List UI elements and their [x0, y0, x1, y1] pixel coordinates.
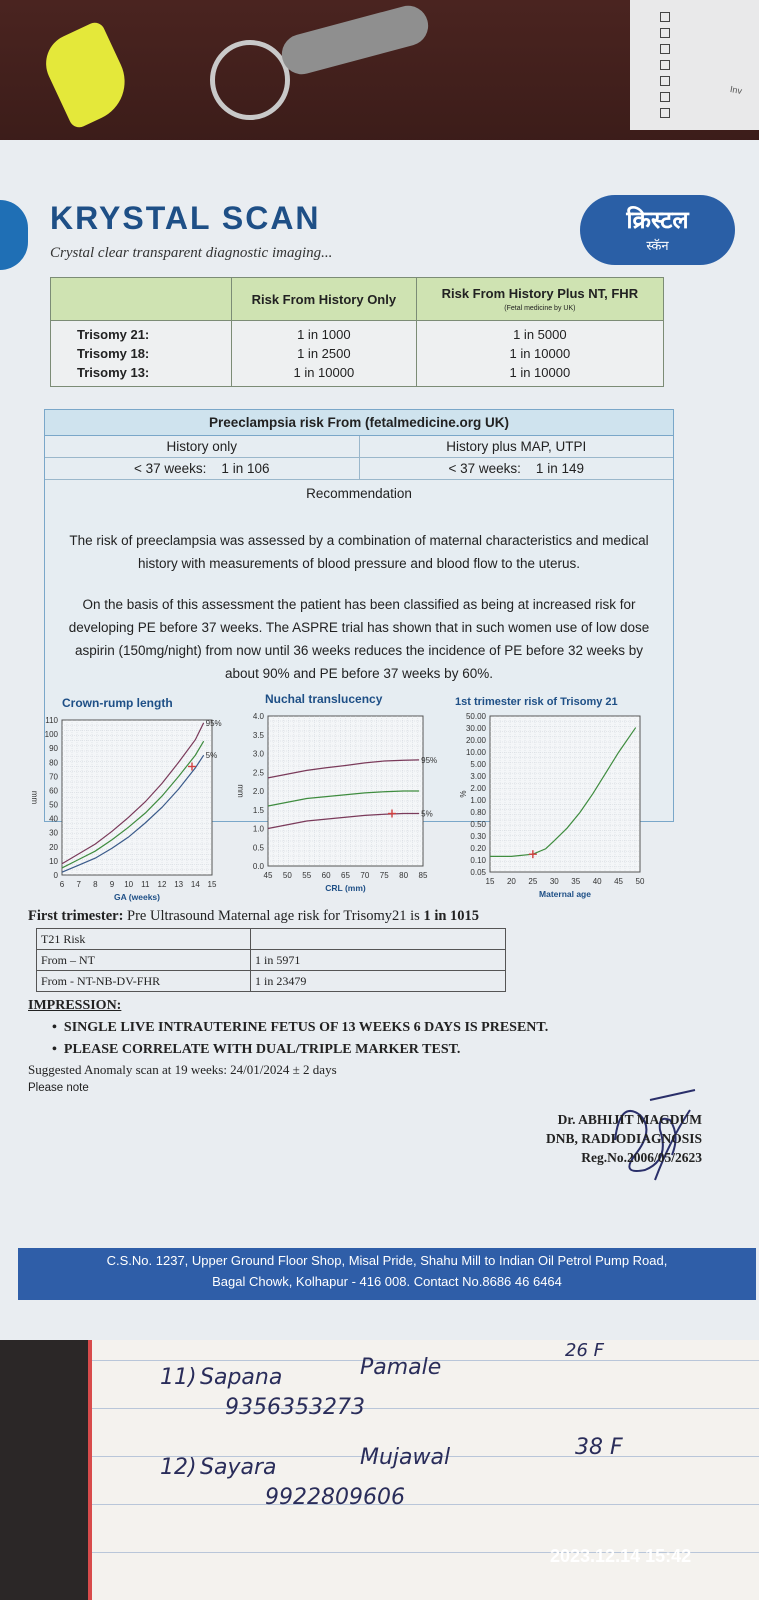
y-tick-label: 40: [49, 814, 58, 824]
preeclampsia-heading: Preeclampsia risk From (fetalmedicine.org UK): [45, 410, 673, 436]
x-tick-label: 40: [592, 877, 602, 886]
x-tick-label: 65: [341, 871, 350, 880]
pe-left-value: < 37 weeks: 1 in 106: [45, 458, 360, 479]
pe-paragraph-2: On the basis of this assessment the patient has been classified as being at increased risk for developing PE before 37 weeks. The ASPRE trial has shown that in such women use of low dose aspirin (150mg/night) from now until 36 weeks reduces the incidence of PE before 32 weeks by about 90% and PE before 37 weeks by 60%.: [68, 597, 650, 681]
t21-risk-table: T21 Risk From – NT 1 in 5971 From - NT-NB-DV-FHR 1 in 23479: [36, 928, 506, 992]
doctor-name: Dr. ABHIJIT MAGDUM: [557, 1112, 702, 1127]
address-footer: C.S.No. 1237, Upper Ground Floor Shop, Misal Pride, Shahu Mill to Indian Oil Petrol Pump Road, Bagal Chowk, Kolhapur - 416 008. Contact No.8686 46 6464: [18, 1248, 756, 1300]
y-tick-label: 0.20: [470, 844, 486, 853]
table-row: Trisomy 21: 1 in 1000 1 in 5000: [51, 321, 664, 345]
key-chain: [277, 1, 432, 78]
entry-age: 26 F: [565, 1340, 604, 1361]
x-tick-label: 20: [506, 877, 516, 886]
entry-phone: 9356353273: [225, 1395, 365, 1420]
suggested-scan: Suggested Anomaly scan at 19 weeks: 24/01/2024 ± 2 days: [28, 1062, 337, 1077]
pe-left-head: History only: [45, 436, 360, 457]
brand-name: KRYSTAL SCAN: [50, 200, 321, 236]
col-history-plus: Risk From History Plus NT, FHR (Fetal medicine by UK): [416, 278, 663, 321]
entry-name: Sayara: [200, 1455, 277, 1480]
entry-age: 38 F: [575, 1435, 623, 1460]
crl-chart: [20, 710, 245, 905]
y-tick-label: 70: [49, 772, 58, 782]
x-tick-label: 60: [321, 871, 331, 880]
y-tick-label: 20.00: [465, 736, 486, 745]
side-form: [630, 0, 759, 130]
y-tick-label: 20: [49, 842, 58, 852]
y-axis-label: mm: [236, 784, 245, 798]
x-tick-label: 6: [59, 880, 65, 889]
y-tick-label: 50.00: [465, 712, 486, 721]
y-tick-label: 3.0: [252, 749, 264, 759]
x-tick-label: 14: [190, 880, 200, 889]
impression-bullet-1: • SINGLE LIVE INTRAUTERINE FETUS OF 13 WEEKS 6 DAYS IS PRESENT.: [52, 1020, 549, 1035]
brand-tagline: Crystal clear transparent diagnostic imaging...: [50, 245, 333, 261]
y-tick-label: 1.00: [470, 796, 486, 805]
y-axis-label: %: [458, 790, 467, 798]
pe-paragraph-1: The risk of preeclampsia was assessed by a combination of maternal characteristics and medical history with measurements of blood pressure and blood flow to the uterus.: [69, 533, 649, 571]
y-tick-label: 0.0: [252, 862, 264, 871]
x-tick-label: 45: [263, 871, 273, 880]
y-tick-label: 60: [49, 786, 58, 796]
col-history-plus-note: (Fetal medicine by UK): [504, 305, 576, 312]
col-history-only: Risk From History Only: [232, 278, 417, 321]
y-tick-label: 0.05: [470, 868, 486, 877]
y-tick-label: 0.5: [252, 843, 264, 853]
x-tick-label: 15: [485, 877, 495, 886]
x-tick-label: 50: [282, 871, 292, 880]
x-tick-label: 80: [399, 871, 409, 880]
risk-table: [50, 277, 664, 387]
x-tick-label: 13: [174, 880, 184, 889]
x-axis-label: Maternal age: [539, 889, 591, 899]
chart-title-t21: 1st trimester risk of Trisomy 21: [455, 696, 618, 708]
y-tick-label: 1.5: [252, 805, 264, 815]
x-tick-label: 15: [207, 880, 217, 889]
y-tick-label: 3.00: [470, 772, 486, 781]
logo-icon: [0, 200, 28, 270]
pe-right-head: History plus MAP, UTPI: [446, 439, 587, 454]
x-tick-label: 10: [124, 880, 134, 889]
brand-badge: [580, 195, 735, 265]
recommendation-label: Recommendation: [306, 486, 412, 501]
impression-bullet-2: • PLEASE CORRELATE WITH DUAL/TRIPLE MARKER TEST.: [52, 1042, 461, 1057]
x-tick-label: 11: [141, 880, 150, 889]
entry-index: 11): [160, 1365, 197, 1390]
impression-title: IMPRESSION:: [28, 998, 122, 1013]
x-tick-label: 70: [360, 871, 370, 880]
badge-line-1: क्रिस्टल: [626, 207, 689, 234]
y-tick-label: 3.5: [252, 730, 264, 740]
series-label: 95%: [205, 718, 222, 728]
desk-background: [0, 0, 759, 150]
photo-timestamp: 2023.12.14 15:42: [550, 1546, 692, 1566]
table-row: Trisomy 18: 1 in 2500 1 in 10000: [51, 344, 664, 363]
report-paper: [0, 140, 759, 1340]
y-tick-label: 1.0: [252, 824, 264, 834]
x-tick-label: 7: [76, 880, 81, 889]
y-tick-label: 0.10: [470, 856, 486, 865]
x-axis-label: CRL (mm): [325, 883, 366, 893]
x-tick-label: 8: [93, 880, 98, 889]
doctor-block: [430, 1110, 702, 1167]
y-tick-label: 30: [49, 828, 58, 838]
x-tick-label: 9: [109, 880, 115, 889]
table-row: Trisomy 13: 1 in 10000 1 in 10000: [51, 363, 664, 387]
y-tick-label: 0: [53, 871, 58, 880]
pe-right-value: < 37 weeks: 1 in 149: [448, 461, 584, 476]
chart-title-crl: Crown-rump length: [62, 696, 173, 710]
y-tick-label: 5.00: [470, 760, 486, 769]
x-tick-label: 55: [302, 871, 312, 880]
x-tick-label: 30: [549, 877, 559, 886]
x-tick-label: 35: [571, 877, 581, 886]
y-tick-label: 0.30: [470, 832, 486, 841]
x-tick-label: 75: [379, 871, 389, 880]
x-tick-label: 45: [614, 877, 624, 886]
x-axis-label: GA (weeks): [114, 892, 160, 902]
entry-surname: Pamale: [360, 1355, 442, 1380]
entry-index: 12): [160, 1455, 197, 1480]
keyring: [210, 40, 290, 120]
series-label: 95%: [421, 755, 438, 765]
y-tick-label: 10: [49, 856, 58, 866]
y-tick-label: 80: [49, 758, 58, 768]
entry-phone: 9922809606: [265, 1485, 405, 1510]
y-tick-label: 2.5: [252, 768, 264, 778]
chart-title-nt: Nuchal translucency: [265, 692, 383, 706]
badge-line-2: स्कॅन: [646, 238, 669, 253]
y-tick-label: 0.80: [470, 808, 486, 817]
y-tick-label: 110: [45, 716, 58, 725]
x-tick-label: 50: [635, 877, 645, 886]
y-tick-label: 2.00: [470, 784, 486, 793]
please-note: Please note: [28, 1082, 89, 1094]
table-row: From – NT 1 in 5971: [37, 950, 506, 971]
y-axis-label: mm: [30, 790, 39, 805]
x-tick-label: 12: [157, 880, 167, 889]
doctor-degree: DNB, RADIODIAGNOSIS: [545, 1131, 702, 1146]
y-tick-label: 10.00: [465, 748, 486, 757]
y-tick-label: 0.50: [470, 820, 486, 829]
y-tick-label: 90: [49, 744, 58, 754]
y-tick-label: 100: [44, 730, 58, 740]
y-tick-label: 50: [49, 800, 58, 810]
series-label: 5%: [421, 809, 433, 819]
y-tick-label: 2.0: [252, 787, 264, 796]
y-tick-label: 30.00: [465, 724, 486, 733]
y-tick-label: 4.0: [252, 712, 264, 721]
x-tick-label: 85: [418, 871, 428, 880]
table-row: From - NT-NB-DV-FHR 1 in 23479: [37, 971, 506, 992]
side-form-note: Inv: [729, 84, 743, 96]
first-trimester-line: First trimester: Pre Ultrasound Maternal age risk for Trisomy21 is 1 in 1015: [28, 908, 480, 924]
x-tick-label: 25: [528, 877, 538, 886]
nt-chart: [228, 706, 448, 901]
entry-surname: Mujawal: [360, 1445, 451, 1470]
series-label: 5%: [205, 751, 218, 761]
yellow-object: [36, 19, 137, 130]
doctor-reg: Reg.No.2006/05/2623: [581, 1150, 702, 1165]
entry-name: Sapana: [200, 1365, 283, 1390]
t21-risk-chart: [445, 710, 655, 905]
